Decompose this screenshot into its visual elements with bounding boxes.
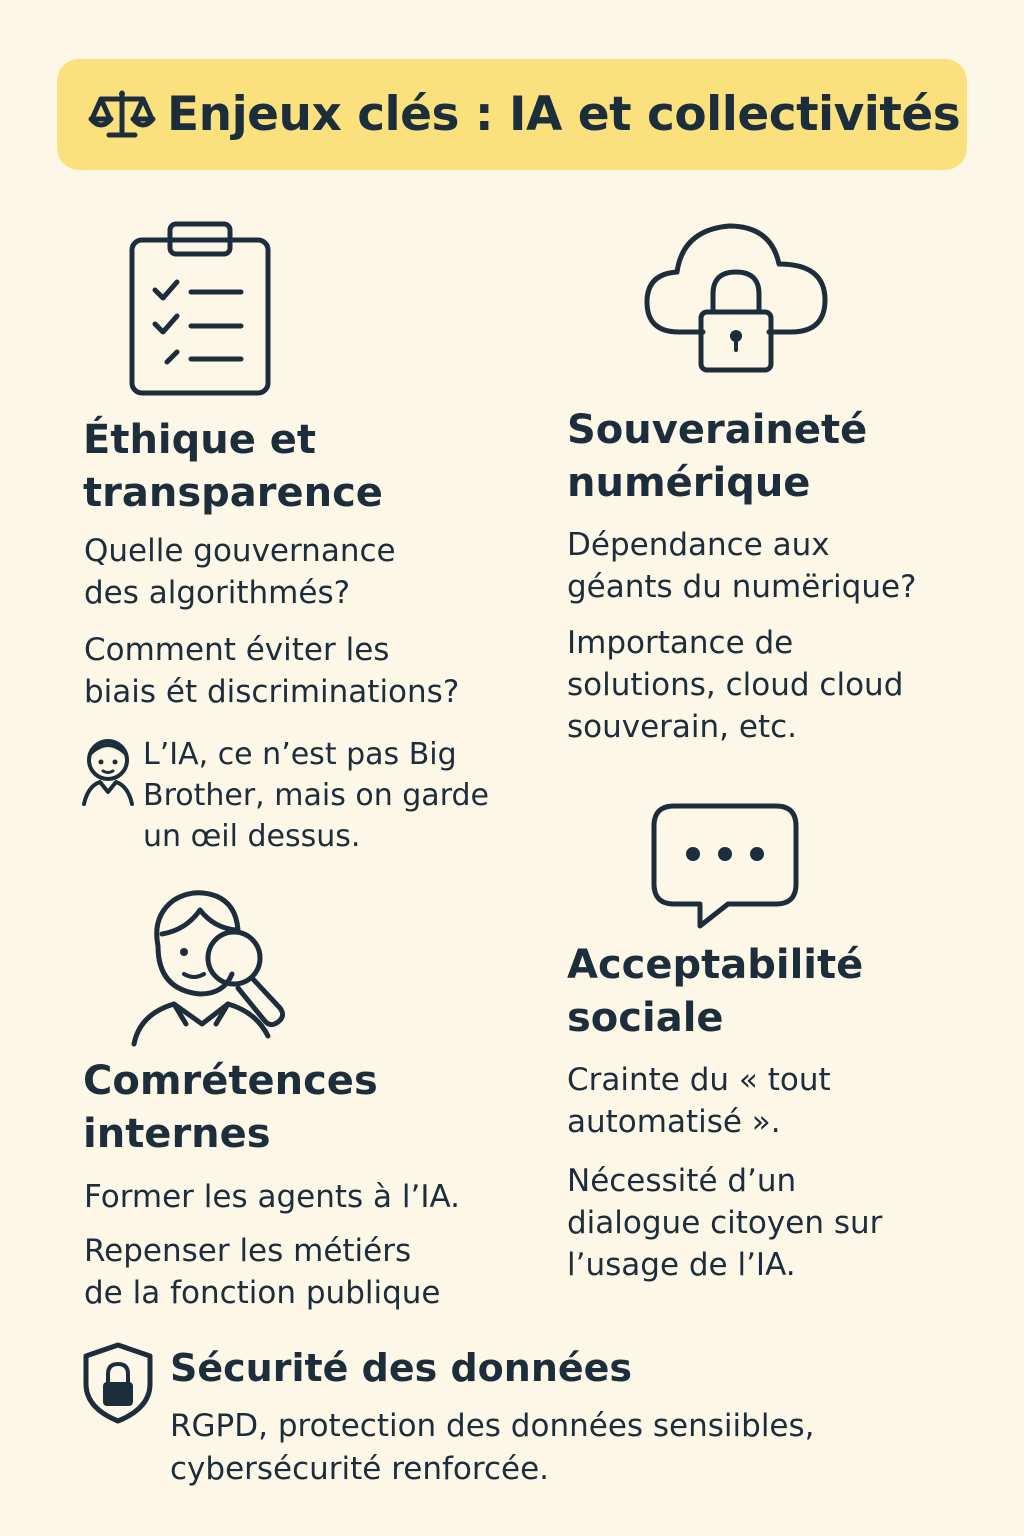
shield-lock-icon [80,1340,156,1426]
balance-scale-icon [87,87,157,143]
clipboard-checklist-icon [125,218,275,400]
ethics-paragraph-1: Quelle gouvernance des algorithmés? [84,533,396,611]
ethics-quote: L’IA, ce n’est pas Big Brother, mais on garde un œil dessus. [143,737,489,854]
sovereignty-paragraph-1: Dépendance aux géants du numërique? [567,527,917,605]
sovereignty-heading: Souveraineté numérique [567,407,868,506]
acceptability-paragraph-2: Nécessité d’un dialogue citoyen sur l’usage de l’IA. [567,1163,883,1283]
page-title: Enjeux clés : IA et collectivités [167,87,961,142]
title-banner [57,59,967,170]
person-icon [80,732,136,808]
skills-heading: Comrétences internes [83,1058,378,1157]
security-heading: Sécurité des données [170,1346,633,1390]
acceptability-paragraph-1: Crainte du « tout automatisé ». [567,1062,831,1140]
skills-paragraph-1: Former les agents à l’IA. [84,1179,460,1215]
skills-paragraph-2: Repenser les métiérs de la fonction publique [84,1233,441,1311]
acceptability-heading: Acceptabilité sociale [567,942,864,1041]
security-text: RGPD, protection des données sensiibles, cybersécurité renforcée. [170,1408,815,1487]
ethics-heading: Éthique et transparence [83,417,383,516]
speech-bubble-icon [648,800,802,932]
sovereignty-paragraph-2: Importance de solutions, cloud cloud souverain, etc. [567,625,904,745]
person-magnifier-icon [128,886,298,1050]
ethics-paragraph-2: Comment éviter les biais ét discriminations? [84,632,460,710]
cloud-lock-icon [641,220,831,378]
